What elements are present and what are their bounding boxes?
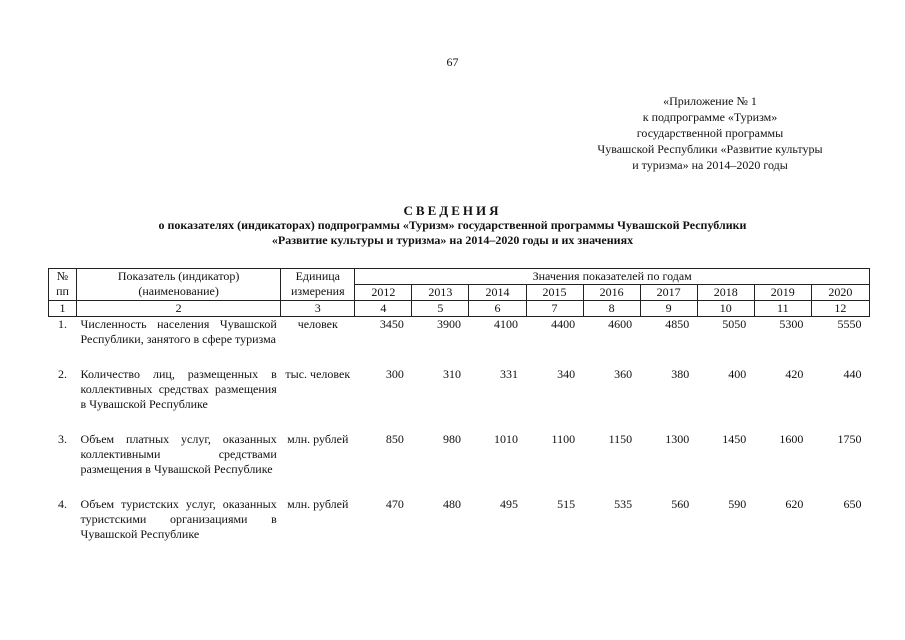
column-number: 5 — [412, 301, 469, 317]
header-values-group: Значения показателей по годам — [355, 269, 870, 285]
value-cell: 4400 — [551, 317, 576, 331]
column-number: 3 — [281, 301, 355, 317]
indicator-name: Численность населения Чувашской Республики, занятого в сфере туризма — [80, 317, 277, 346]
table-row — [49, 432, 870, 477]
value-cell: 5300 — [779, 317, 804, 331]
column-number: 1 — [49, 301, 77, 317]
value-cell: 560 — [671, 497, 690, 511]
value-cell: 360 — [614, 367, 633, 381]
column-numbers-row — [49, 301, 870, 317]
header-row — [49, 269, 870, 285]
table-row — [49, 367, 870, 412]
header-indicator: Показатель (индикатор) (наименование) — [77, 269, 281, 301]
value-cell: 470 — [385, 497, 404, 511]
header-year: 2019 — [754, 285, 811, 301]
appendix-line: и туризма» на 2014–2020 годы — [632, 158, 788, 172]
row-number: 2. — [58, 367, 68, 381]
value-cell: 440 — [843, 367, 862, 381]
indicator-name: Объем платных услуг, оказанных коллективными средствами размещения в Чувашской Республике — [80, 432, 277, 476]
value-cell: 1100 — [551, 432, 576, 446]
column-number: 9 — [640, 301, 697, 317]
value-cell: 400 — [728, 367, 747, 381]
appendix-line: к подпрограмме «Туризм» — [642, 110, 778, 124]
header-year: 2013 — [412, 285, 469, 301]
column-number: 4 — [355, 301, 412, 317]
column-number: 2 — [77, 301, 281, 317]
column-number: 11 — [754, 301, 811, 317]
table-row — [49, 497, 870, 542]
value-cell: 1750 — [837, 432, 862, 446]
row-number: 3. — [58, 432, 68, 446]
value-cell: 3900 — [436, 317, 461, 331]
value-cell: 5050 — [722, 317, 747, 331]
appendix-line: «Приложение № 1 — [663, 94, 757, 108]
value-cell: 331 — [500, 367, 519, 381]
indicator-name: Объем туристских услуг, оказанных туристскими организациями в Чувашской Республике — [80, 497, 277, 541]
value-cell: 535 — [614, 497, 633, 511]
value-cell: 480 — [442, 497, 461, 511]
value-cell: 590 — [728, 497, 747, 511]
column-number: 7 — [526, 301, 583, 317]
row-number: 1. — [58, 317, 68, 331]
indicators-table — [48, 268, 870, 542]
column-number: 10 — [697, 301, 754, 317]
appendix-line: Чувашской Республики «Развитие культуры — [597, 142, 823, 156]
value-cell: 4850 — [665, 317, 690, 331]
header-no: № пп — [49, 269, 77, 301]
document-heading — [0, 203, 905, 248]
value-cell: 4600 — [608, 317, 633, 331]
header-year: 2020 — [811, 285, 869, 301]
value-cell: 5550 — [837, 317, 862, 331]
value-cell: 1600 — [779, 432, 804, 446]
value-cell: 300 — [385, 367, 404, 381]
table-row — [49, 317, 870, 348]
column-number: 8 — [583, 301, 640, 317]
header-year: 2015 — [526, 285, 583, 301]
header-year: 2018 — [697, 285, 754, 301]
value-cell: 650 — [843, 497, 862, 511]
value-cell: 1150 — [608, 432, 633, 446]
value-cell: 420 — [785, 367, 804, 381]
value-cell: 310 — [442, 367, 461, 381]
value-cell: 380 — [671, 367, 690, 381]
unit-cell: млн. рублей — [287, 497, 349, 511]
value-cell: 3450 — [379, 317, 404, 331]
value-cell: 1010 — [494, 432, 519, 446]
heading-line: о показателях (индикаторах) подпрограммы «Туризм» государственной программы Чувашской Республики — [158, 218, 747, 232]
unit-cell: тыс. человек — [285, 367, 351, 381]
value-cell: 1300 — [665, 432, 690, 446]
heading-line: «Развитие культуры и туризма» на 2014–2020 годы и их значениях — [271, 233, 634, 247]
appendix-note — [560, 93, 860, 173]
column-number: 6 — [469, 301, 526, 317]
column-number: 12 — [811, 301, 869, 317]
value-cell: 515 — [557, 497, 576, 511]
value-cell: 4100 — [494, 317, 519, 331]
value-cell: 1450 — [722, 432, 747, 446]
page-number: 67 — [446, 55, 459, 69]
header-year: 2017 — [640, 285, 697, 301]
header-year: 2014 — [469, 285, 526, 301]
row-number: 4. — [58, 497, 68, 511]
value-cell: 495 — [500, 497, 519, 511]
heading-title: СВЕДЕНИЯ — [403, 203, 502, 218]
header-year: 2012 — [355, 285, 412, 301]
header-year: 2016 — [583, 285, 640, 301]
value-cell: 340 — [557, 367, 576, 381]
value-cell: 980 — [442, 432, 461, 446]
appendix-line: государственной программы — [636, 126, 784, 140]
value-cell: 850 — [385, 432, 404, 446]
value-cell: 620 — [785, 497, 804, 511]
unit-cell: млн. рублей — [287, 432, 349, 446]
header-unit: Единица измерения — [281, 269, 355, 301]
indicator-name: Количество лиц, размещенных в коллективных средствах размещения в Чувашской Республике — [80, 367, 277, 411]
unit-cell: человек — [297, 317, 338, 331]
